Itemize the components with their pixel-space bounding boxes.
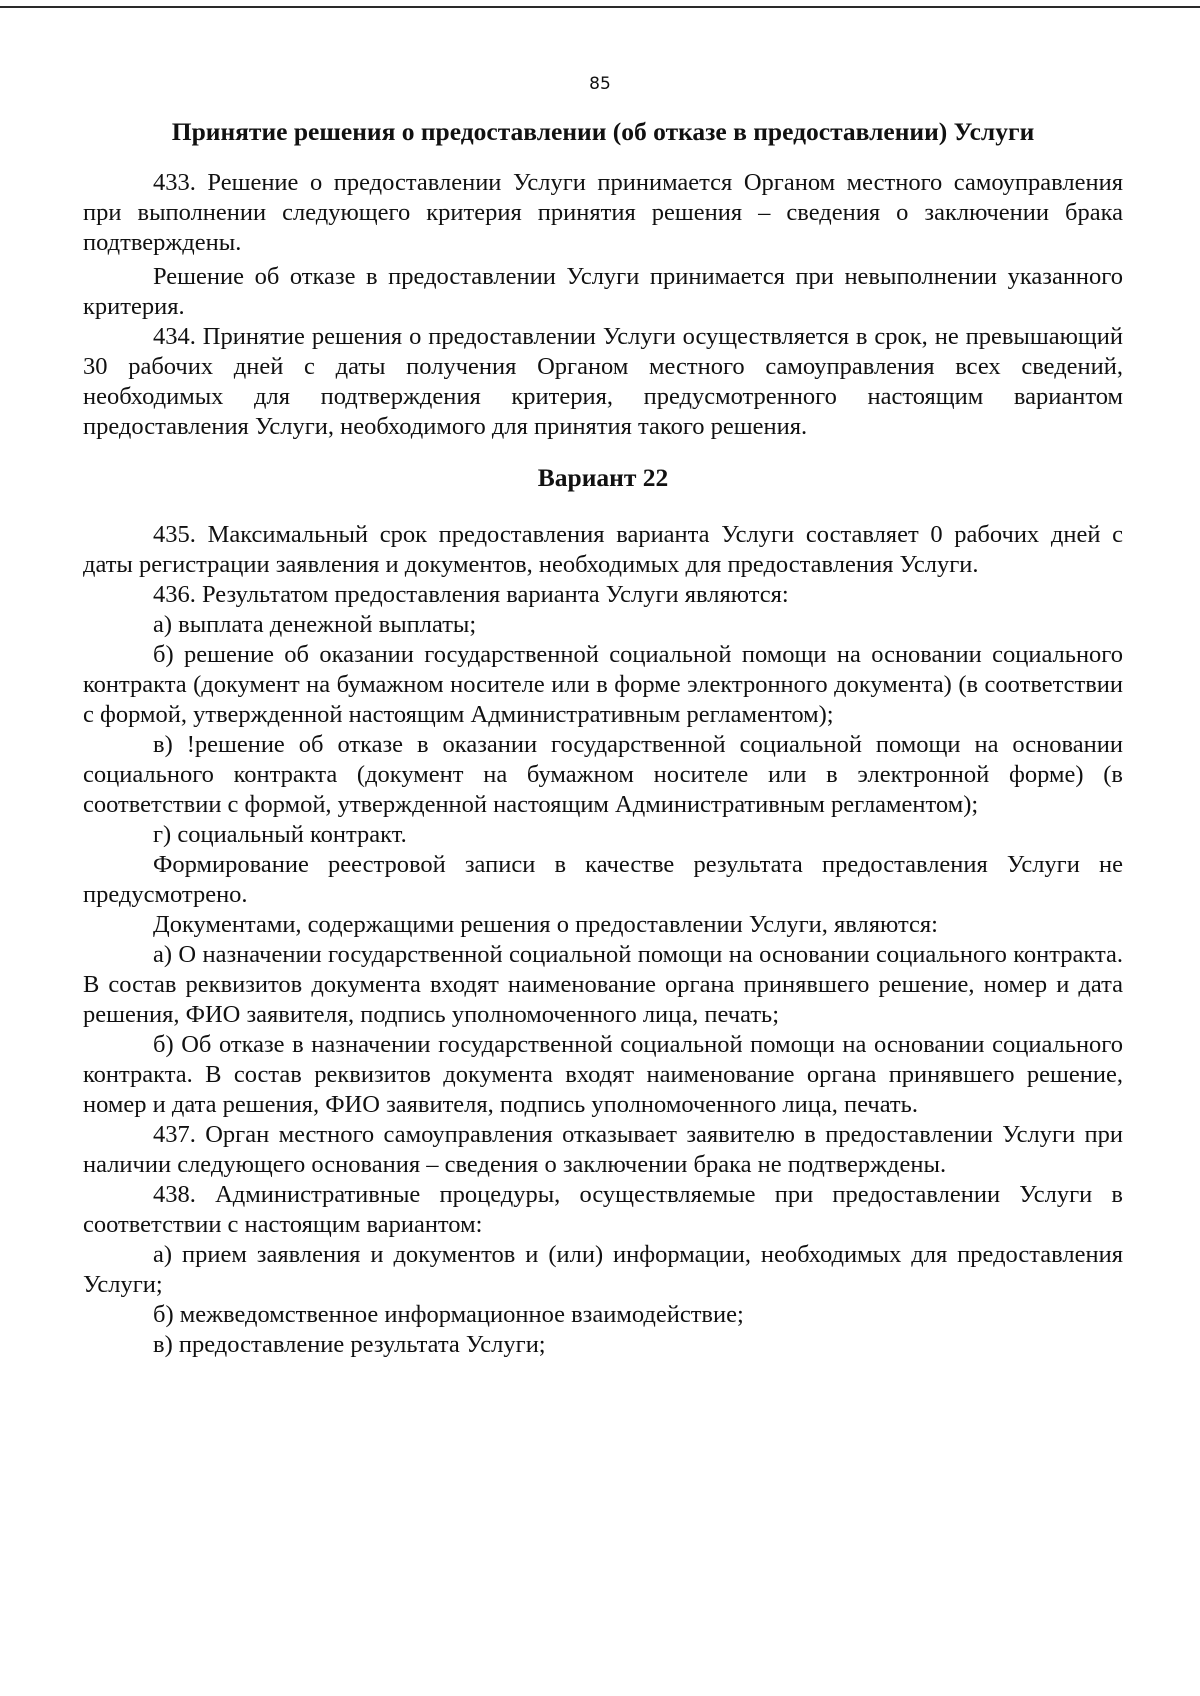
paragraph-436: 436. Результатом предоставления варианта Услуги являются: (153, 581, 789, 608)
paragraph-refusal-criterion: Решение об отказе в предоставлении Услуги принимается при невыполнении указанного критерия. (83, 263, 1123, 320)
paragraph-435: 435. Максимальный срок предоставления варианта Услуги составляет 0 рабочих дней с даты регистрации заявления и документов, необходимых для предоставления Услуги. (83, 521, 1123, 578)
list-item-document-a: а) О назначении государственной социальной помощи на основании социального контракта. В состав реквизитов документа входят наименование органа принявшего решение, номер и дата решения, ФИО заявителя, подпись уполномоченного лица, печать; (83, 941, 1123, 1028)
paragraph-434: 434. Принятие решения о предоставлении Услуги осуществляется в срок, не превышающий 30 рабочих дней с даты получения Органом местного самоуправления всех сведений, необходимых для подтверждения критерия, предусмотренного настоящим вариантом предоставления Услуги, необходимого для принятия такого решения. (83, 323, 1123, 440)
list-item-result-b: б) решение об оказании государственной социальной помощи на основании социального контракта (документ на бумажном носителе или в форме электронного документа) (в соответствии с формой, утвержденной настоящим Административным регламентом); (83, 641, 1123, 728)
list-item-procedure-v: в) предоставление результата Услуги; (153, 1331, 546, 1358)
list-item-result-a: а) выплата денежной выплаты; (153, 611, 477, 638)
page-number: 85 (589, 74, 611, 94)
list-item-result-g: г) социальный контракт. (153, 821, 407, 848)
section-title: Принятие решения о предоставлении (об отказе в предоставлении) Услуги (171, 117, 1035, 146)
list-item-procedure-a: а) прием заявления и документов и (или) информации, необходимых для предоставления Услуги; (83, 1241, 1123, 1298)
list-item-document-b: б) Об отказе в назначении государственной социальной помощи на основании социального контракта. В состав реквизитов документа входят наименование органа принявшего решение, номер и дата решения, ФИО заявителя, подпись уполномоченного лица, печать. (83, 1031, 1123, 1118)
paragraph-437: 437. Орган местного самоуправления отказывает заявителю в предоставлении Услуги при наличии следующего основания – сведения о заключении брака не подтверждены. (83, 1121, 1123, 1178)
list-item-result-v: в) !решение об отказе в оказании государственной социальной помощи на основании социального контракта (документ на бумажном носителе или в электронной форме) (в соответствии с формой, утвержденной настоящим Административным регламентом); (83, 731, 1123, 818)
paragraph-438: 438. Административные процедуры, осуществляемые при предоставлении Услуги в соответствии с настоящим вариантом: (83, 1181, 1123, 1238)
paragraph-registry-record: Формирование реестровой записи в качестве результата предоставления Услуги не предусмотрено. (83, 851, 1123, 908)
document-body (83, 116, 1123, 1360)
paragraph-decision-documents: Документами, содержащими решения о предоставлении Услуги, являются: (153, 911, 938, 938)
variant-title: Вариант 22 (537, 463, 669, 492)
paragraph-433: 433. Решение о предоставлении Услуги принимается Органом местного самоуправления при выполнении следующего критерия принятия решения – сведения о заключении брака подтверждены. (83, 169, 1123, 256)
list-item-procedure-b: б) межведомственное информационное взаимодействие; (153, 1301, 744, 1328)
top-scan-rule (0, 6, 1200, 8)
